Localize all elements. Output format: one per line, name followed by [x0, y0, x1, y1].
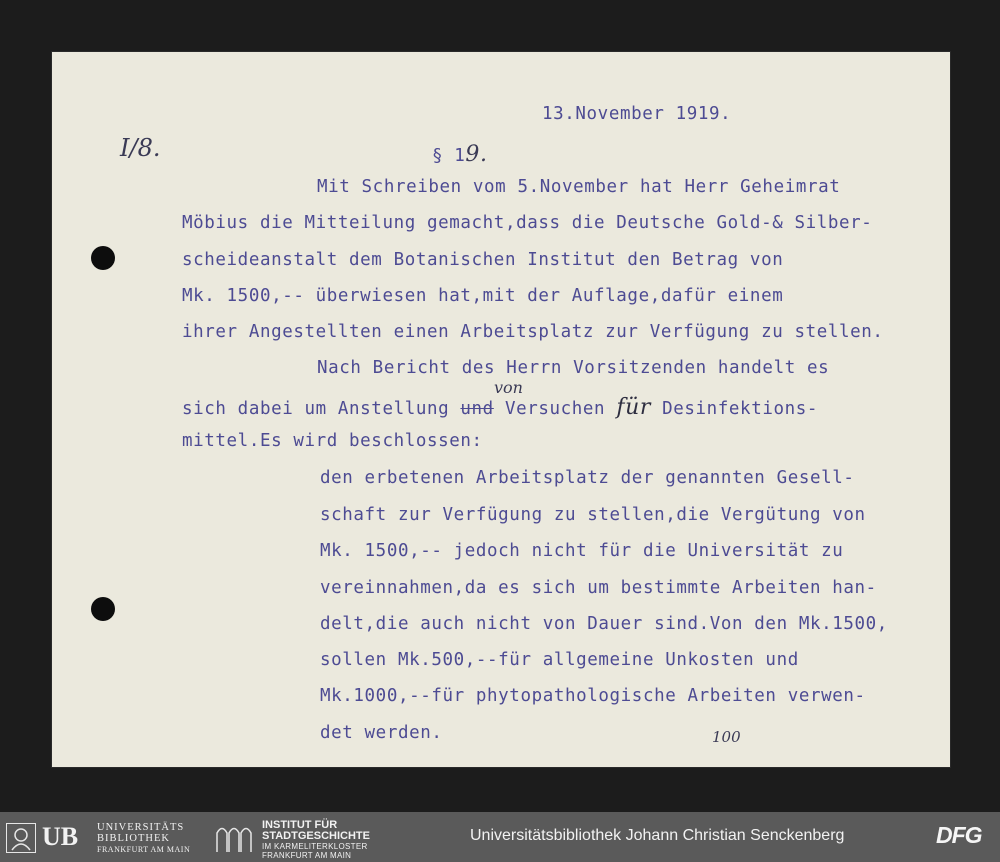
ub-seal-icon — [6, 823, 36, 853]
isg-logo-text: INSTITUT FÜR STADTGESCHICHTE IM KARMELITERKLOSTER FRANKFURT AM MAIN — [262, 819, 370, 860]
handwritten-insert-fuer: für — [616, 395, 651, 420]
body-line-10: schaft zur Verfügung zu stellen,die Vergütung von — [320, 505, 866, 525]
paragraph-number: § 19. — [432, 142, 488, 167]
body-line-15: Mk.1000,--für phytopathologische Arbeiten verwen- — [320, 686, 866, 706]
body-line-16: det werden. — [320, 723, 443, 743]
handwritten-digit: 9. — [465, 142, 488, 167]
body-line-11: Mk. 1500,-- jedoch nicht für die Universität zu — [320, 541, 844, 561]
ub-logo: UB — [42, 822, 79, 851]
body-line-3: scheideanstalt dem Botanischen Institut den Betrag von — [182, 250, 784, 270]
document-date: 13.November 1919. — [542, 104, 732, 124]
body-line-5: ihrer Angestellten einen Arbeitsplatz zur Verfügung zu stellen. — [182, 322, 884, 342]
handwritten-page-number: 100 — [712, 728, 741, 746]
isg-building-icon — [214, 821, 254, 853]
body-line-6: Nach Bericht des Herrn Vorsitzenden handelt es — [317, 358, 830, 378]
handwritten-reference: I/8. — [120, 134, 161, 162]
footer-bar — [0, 812, 1000, 862]
struck-word: und — [460, 399, 494, 419]
body-line-4: Mk. 1500,-- überwiesen hat,mit der Auflage,dafür einem — [182, 286, 784, 306]
library-name: Universitätsbibliothek Johann Christian Senckenberg — [470, 827, 845, 844]
body-line-1: Mit Schreiben vom 5.November hat Herr Geheimrat — [317, 177, 841, 197]
dfg-logo: DFG — [936, 822, 982, 848]
ub-logo-text: UNIVERSITÄTS BIBLIOTHEK FRANKFURT AM MAIN — [97, 822, 191, 854]
body-line-12: vereinnahmen,da es sich um bestimmte Arbeiten han- — [320, 578, 877, 598]
body-line-7: sich dabei um Anstellung und Versuchen für Desinfektions- — [182, 395, 819, 420]
body-line-2: Möbius die Mitteilung gemacht,dass die Deutsche Gold-& Silber- — [182, 213, 873, 233]
body-line-8: mittel.Es wird beschlossen: — [182, 431, 483, 451]
punch-hole-top — [91, 246, 115, 270]
body-line-14: sollen Mk.500,--für allgemeine Unkosten und — [320, 650, 799, 670]
handwritten-insert-von: von — [494, 378, 523, 397]
body-line-9: den erbetenen Arbeitsplatz der genannten Gesell- — [320, 468, 855, 488]
document-page — [52, 52, 950, 767]
punch-hole-bottom — [91, 597, 115, 621]
body-line-13: delt,die auch nicht von Dauer sind.Von den Mk.1500, — [320, 614, 888, 634]
